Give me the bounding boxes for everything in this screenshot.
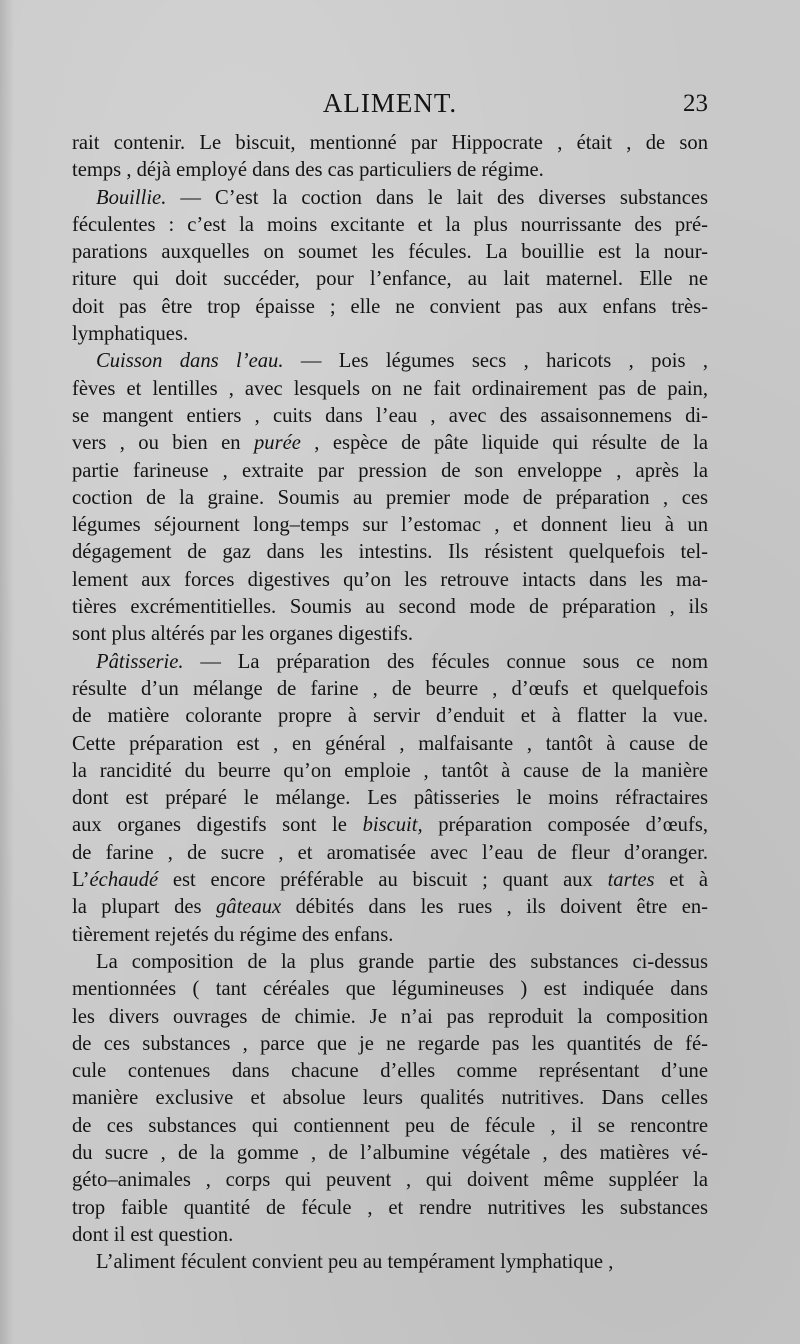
- text-line: [72, 157, 708, 184]
- text-line: [72, 1004, 708, 1031]
- text-line: [72, 348, 708, 375]
- text-run: de matière colorante propre à servir d’enduit et à flatter la vue.: [72, 705, 708, 728]
- text-line: [72, 1222, 708, 1249]
- text-run: les divers ouvrages de chimie. Je n’ai pas reproduit la composition: [72, 1005, 708, 1028]
- text-line: [72, 1249, 708, 1276]
- italic-text: gâteaux: [215, 896, 282, 919]
- text-run: débités dans les rues , ils doivent être en-: [281, 896, 708, 919]
- page-edge-shadow: [0, 0, 14, 1344]
- text-line: [72, 785, 708, 812]
- text-line: [72, 621, 708, 648]
- italic-text: échaudé: [89, 869, 159, 892]
- text-line: [72, 212, 708, 239]
- text-line: [72, 1085, 708, 1112]
- text-line: [72, 1031, 708, 1058]
- text-run: préparation composée d’œufs,: [422, 814, 708, 837]
- text-line: [72, 321, 708, 348]
- text-line: [72, 840, 708, 867]
- text-run: de ces substances qui contiennent peu de fécule , il se rencontre: [72, 1114, 708, 1137]
- text-line: [72, 703, 708, 730]
- text-run: la plupart des: [72, 896, 216, 919]
- text-run: riture qui doit succéder, pour l’enfance, au lait maternel. Elle ne: [72, 268, 708, 291]
- text-run: fèves et lentilles , avec lesquels on ne fait ordinairement pas de pain,: [72, 377, 708, 400]
- italic-text: Pâtisserie.: [96, 650, 184, 673]
- text-line: [72, 758, 708, 785]
- text-line: [72, 894, 708, 921]
- text-run: la rancidité du beurre qu’on emploie , tantôt à cause de la manière: [72, 759, 708, 782]
- text-line: [72, 649, 708, 676]
- text-run: L’aliment féculent convient peu au tempérament lymphatique ,: [96, 1251, 614, 1274]
- text-run: — C’est la coction dans le lait des diverses substances: [166, 186, 708, 209]
- italic-text: tartes: [607, 869, 655, 892]
- text-run: légumes séjournent long–temps sur l’estomac , et donnent lieu à un: [72, 514, 708, 537]
- text-run: coction de la graine. Soumis au premier mode de préparation , ces: [72, 486, 708, 509]
- text-run: cule contenues dans chacune d’elles comme représentant d’une: [72, 1060, 708, 1083]
- text-run: de ces substances , parce que je ne regarde pas les quantités de fé-: [72, 1032, 708, 1055]
- text-line: [72, 239, 708, 266]
- text-line: [72, 376, 708, 403]
- text-run: — Les légumes secs , haricots , pois ,: [283, 350, 708, 373]
- text-run: et à: [654, 869, 708, 892]
- text-run: sont plus altérés par les organes digestifs.: [72, 623, 414, 646]
- text-line: [72, 676, 708, 703]
- text-line: [72, 976, 708, 1003]
- text-run: se mangent entiers , cuits dans l’eau , avec des assaisonnemens di-: [72, 404, 708, 427]
- text-line: [72, 949, 708, 976]
- text-line: [72, 812, 708, 839]
- text-run: lymphatiques.: [72, 323, 189, 346]
- text-line: [72, 1167, 708, 1194]
- text-run: résulte d’un mélange de farine , de beurre , d’œufs et quelquefois: [72, 677, 708, 700]
- text-run: du sucre , de la gomme , de l’albumine végétale , des matières vé-: [72, 1141, 708, 1164]
- text-line: [72, 430, 708, 457]
- text-run: dont est préparé le mélange. Les pâtisseries le moins réfractaires: [72, 787, 708, 810]
- running-title: ALIMENT.: [322, 88, 458, 118]
- text-run: La composition de la plus grande partie des substances ci-dessus: [96, 950, 708, 973]
- text-line: [72, 867, 708, 894]
- text-run: tières excrémentitielles. Soumis au second mode de préparation , ils: [72, 596, 708, 619]
- text-run: partie farineuse , extraite par pression de son enveloppe , après la: [72, 459, 708, 482]
- text-run: est encore préférable au biscuit ; quant aux: [158, 869, 608, 892]
- text-line: [72, 1195, 708, 1222]
- text-run: Cette préparation est , en général , malfaisante , tantôt à cause de: [72, 732, 708, 755]
- text-line: [72, 539, 708, 566]
- text-run: aux organes digestifs sont le: [72, 814, 363, 837]
- text-run: dont il est question.: [72, 1223, 234, 1246]
- text-run: parations auxquelles on soumet les fécules. La bouillie est la nour-: [72, 241, 708, 264]
- text-line: [72, 266, 708, 293]
- text-line: [72, 1058, 708, 1085]
- italic-text: purée: [253, 432, 301, 455]
- text-run: géto–animales , corps qui peuvent , qui doivent même suppléer la: [72, 1169, 708, 1192]
- text-run: manière exclusive et absolue leurs qualités nutritives. Dans celles: [72, 1087, 708, 1110]
- text-run: temps , déjà employé dans des cas particuliers de régime.: [72, 159, 544, 182]
- text-line: [72, 130, 708, 157]
- text-line: [72, 567, 708, 594]
- text-run: de farine , de sucre , et aromatisée avec l’eau de fleur d’oranger.: [72, 841, 708, 864]
- text-run: L’: [72, 869, 90, 892]
- text-run: trop faible quantité de fécule , et rendre nutritives les substances: [72, 1196, 708, 1219]
- text-line: [72, 1140, 708, 1167]
- text-run: rait contenir. Le biscuit, mentionné par Hippocrate , était , de son: [72, 132, 708, 154]
- text-run: , espèce de pâte liquide qui résulte de la: [300, 432, 708, 455]
- text-line: [72, 485, 708, 512]
- text-run: — La préparation des fécules connue sous ce nom: [183, 650, 708, 673]
- italic-text: Bouillie.: [96, 186, 167, 209]
- text-line: [72, 922, 708, 949]
- italic-text: Cuisson dans l’eau.: [96, 350, 284, 373]
- text-line: [72, 403, 708, 430]
- page-number: 23: [683, 90, 708, 117]
- body-text: [72, 130, 708, 1276]
- text-line: [72, 512, 708, 539]
- text-run: doit pas être trop épaisse ; elle ne convient pas aux enfans très-: [72, 295, 708, 318]
- text-line: [72, 731, 708, 758]
- text-line: [72, 1113, 708, 1140]
- text-run: mentionnées ( tant céréales que légumineuses ) est indiquée dans: [72, 978, 708, 1001]
- page-header: [72, 88, 708, 128]
- text-line: [72, 294, 708, 321]
- text-run: dégagement de gaz dans les intestins. Ils résistent quelquefois tel-: [72, 541, 708, 564]
- text-line: [72, 594, 708, 621]
- italic-text: biscuit,: [362, 814, 423, 837]
- text-run: tièrement rejetés du régime des enfans.: [72, 923, 394, 946]
- text-run: féculentes : c’est la moins excitante et la plus nourrissante des pré-: [72, 213, 708, 236]
- text-line: [72, 458, 708, 485]
- text-run: vers , ou bien en: [72, 432, 254, 455]
- text-line: [72, 185, 708, 212]
- text-run: lement aux forces digestives qu’on les retrouve intacts dans les ma-: [72, 568, 708, 591]
